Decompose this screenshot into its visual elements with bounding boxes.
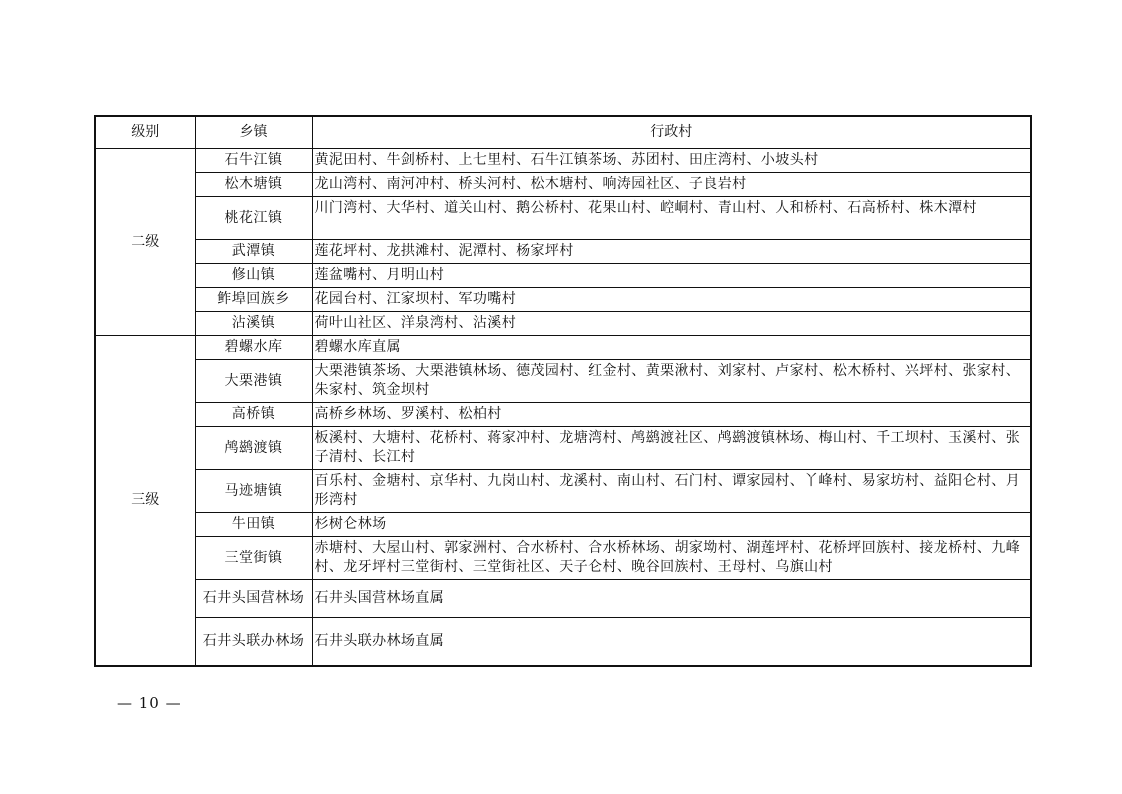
villages-cell: 荷叶山社区、洋泉湾村、沾溪村 <box>312 312 1031 336</box>
town-cell: 沾溪镇 <box>195 312 312 336</box>
villages-cell: 百乐村、金塘村、京华村、九岗山村、龙溪村、南山村、石门村、谭家园村、丫峰村、易家坊村、益阳仑村、月形湾村 <box>312 470 1031 513</box>
villages-cell: 赤塘村、大屋山村、郭家洲村、合水桥村、合水桥林场、胡家坳村、湖莲坪村、花桥坪回族村、接龙桥村、九峰村、龙牙坪村三堂街村、三堂街社区、天子仑村、晚谷回族村、王母村、乌旗山村 <box>312 537 1031 580</box>
level-cell: 三级 <box>95 336 195 667</box>
table-row <box>95 618 1031 667</box>
header-level: 级别 <box>95 116 195 149</box>
villages-cell: 川门湾村、大华村、道关山村、鹅公桥村、花果山村、崆峒村、青山村、人和桥村、石高桥村、株木潭村 <box>312 197 1031 240</box>
town-cell: 松木塘镇 <box>195 173 312 197</box>
villages-table <box>94 115 1032 667</box>
town-cell: 修山镇 <box>195 264 312 288</box>
table-row <box>95 264 1031 288</box>
table-row <box>95 427 1031 470</box>
town-cell: 桃花江镇 <box>195 197 312 240</box>
villages-cell: 碧螺水库直属 <box>312 336 1031 360</box>
villages-cell: 石井头国营林场直属 <box>312 580 1031 618</box>
villages-cell: 莲花坪村、龙拱滩村、泥潭村、杨家坪村 <box>312 240 1031 264</box>
table-row <box>95 173 1031 197</box>
villages-cell: 花园台村、江家坝村、军功嘴村 <box>312 288 1031 312</box>
table-row <box>95 197 1031 240</box>
villages-cell: 石井头联办林场直属 <box>312 618 1031 667</box>
villages-cell: 大栗港镇茶场、大栗港镇林场、德茂园村、红金村、黄栗湫村、刘家村、卢家村、松木桥村、兴坪村、张家村、朱家村、筑金坝村 <box>312 360 1031 403</box>
town-cell: 牛田镇 <box>195 513 312 537</box>
table-row <box>95 336 1031 360</box>
town-cell: 鲊埠回族乡 <box>195 288 312 312</box>
villages-cell: 黄泥田村、牛剑桥村、上七里村、石牛江镇茶场、苏团村、田庄湾村、小坡头村 <box>312 149 1031 173</box>
table-row <box>95 537 1031 580</box>
town-cell: 石牛江镇 <box>195 149 312 173</box>
table-row <box>95 513 1031 537</box>
table-row <box>95 288 1031 312</box>
villages-cell: 杉树仑林场 <box>312 513 1031 537</box>
header-villages: 行政村 <box>312 116 1031 149</box>
town-cell: 石井头国营林场 <box>195 580 312 618</box>
table-row <box>95 470 1031 513</box>
villages-cell: 高桥乡林场、罗溪村、松柏村 <box>312 403 1031 427</box>
town-cell: 武潭镇 <box>195 240 312 264</box>
town-cell: 鸬鹚渡镇 <box>195 427 312 470</box>
villages-cell: 龙山湾村、南河冲村、桥头河村、松木塘村、响涛园社区、子良岩村 <box>312 173 1031 197</box>
table-row <box>95 580 1031 618</box>
table-row <box>95 403 1031 427</box>
header-town: 乡镇 <box>195 116 312 149</box>
town-cell: 马迹塘镇 <box>195 470 312 513</box>
town-cell: 石井头联办林场 <box>195 618 312 667</box>
town-cell: 大栗港镇 <box>195 360 312 403</box>
page-number: — 10 — <box>117 694 182 712</box>
town-cell: 三堂街镇 <box>195 537 312 580</box>
table-header-row <box>95 116 1031 149</box>
table-row <box>95 240 1031 264</box>
level-cell: 二级 <box>95 149 195 336</box>
villages-cell: 莲盆嘴村、月明山村 <box>312 264 1031 288</box>
villages-cell: 板溪村、大塘村、花桥村、蒋家冲村、龙塘湾村、鸬鹚渡社区、鸬鹚渡镇林场、梅山村、千工坝村、玉溪村、张子清村、长江村 <box>312 427 1031 470</box>
table-row <box>95 149 1031 173</box>
table-row <box>95 360 1031 403</box>
town-cell: 高桥镇 <box>195 403 312 427</box>
town-cell: 碧螺水库 <box>195 336 312 360</box>
table-row <box>95 312 1031 336</box>
